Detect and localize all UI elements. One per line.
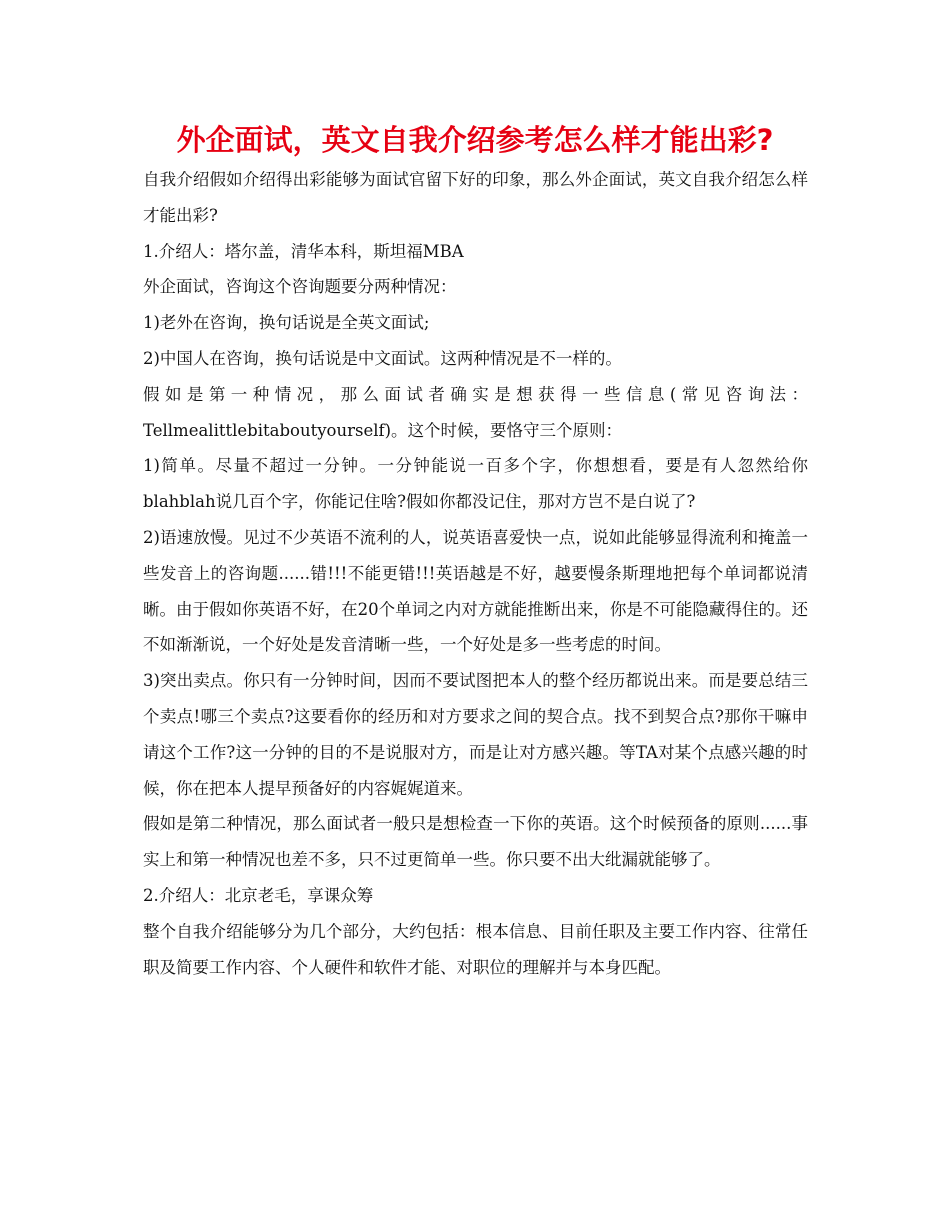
document-body bbox=[143, 162, 808, 985]
paragraph: 3)突出卖点。你只有一分钟时间，因而不要试图把本人的整个经历都说出来。而是要总结三个卖点!哪三个卖点?这要看你的经历和对方要求之间的契合点。找不到契合点?那你干嘛申请这个工作?这一分钟的目的不是说服对方，而是让对方感兴趣。等TA对某个点感兴趣的时候，你在把本人提早预备好的内容娓娓道来。 bbox=[143, 671, 808, 798]
paragraph: 假如是第一种情况，那么面试者确实是想获得一些信息(常见咨询法：Tellmealittlebitaboutyourself)。这个时候，要恪守三个原则： bbox=[143, 384, 808, 440]
paragraph: 1)简单。尽量不超过一分钟。一分钟能说一百多个字，你想想看，要是有人忽然给你blahblah说几百个字，你能记住啥?假如你都没记住，那对方岂不是白说了? bbox=[143, 456, 808, 512]
paragraph: 1)老外在咨询，换句话说是全英文面试; bbox=[143, 313, 430, 333]
paragraph: 外企面试，咨询这个咨询题要分两种情况： bbox=[143, 277, 457, 297]
paragraph: 2)中国人在咨询，换句话说是中文面试。这两种情况是不一样的。 bbox=[143, 348, 622, 368]
paragraph: 假如是第二种情况，那么面试者一般只是想检查一下你的英语。这个时候预备的原则......事实上和第一种情况也差不多，只不过更简单一些。你只要不出大纰漏就能够了。 bbox=[143, 814, 808, 870]
paragraph: 1.介绍人：塔尔盖，清华本科，斯坦福MBA bbox=[143, 241, 464, 261]
paragraph: 2)语速放慢。见过不少英语不流利的人，说英语喜爱快一点，说如此能够显得流利和掩盖一些发音上的咨询题......错!!!不能更错!!!英语越是不好，越要慢条斯理地把每个单词都说清晰。由于假如你英语不好，在20个单词之内对方就能推断出来，你是不可能隐藏得住的。还不如渐渐说，一个好处是发音清晰一些，一个好处是多一些考虑的时间。 bbox=[143, 527, 808, 655]
paragraph: 2.介绍人：北京老毛，享课众筹 bbox=[143, 885, 374, 905]
document-title: 外企面试，英文自我介绍参考怎么样才能出彩? bbox=[176, 123, 774, 157]
paragraph: 自我介绍假如介绍得出彩能够为面试官留下好的印象，那么外企面试，英文自我介绍怎么样才能出彩? bbox=[143, 170, 808, 225]
paragraph: 整个自我介绍能够分为几个部分，大约包括：根本信息、目前任职及主要工作内容、往常任职及简要工作内容、个人硬件和软件才能、对职位的理解并与本身匹配。 bbox=[143, 921, 808, 977]
